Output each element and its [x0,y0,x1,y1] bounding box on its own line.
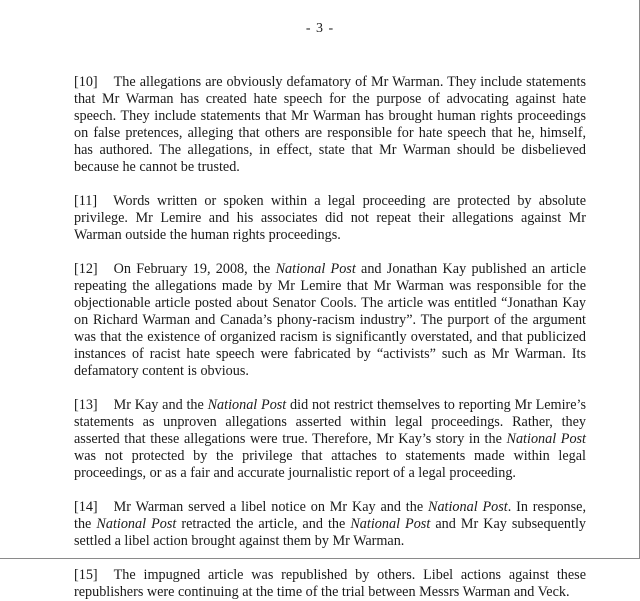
publication-name: National Post [96,516,177,532]
paragraph [74,193,586,244]
page-number: - 3 - [305,21,335,36]
publication-name: National Post [427,499,508,515]
paragraph-text: did not restrict themselves to reporting Mr Lemire’s statements as unproven allegations asserted within legal proceedings. Rather, they asserted that these allegations were true. Therefore, Mr Kay’s story in the [74,397,587,447]
paragraph-number: [11] [74,193,98,209]
publication-name: National Post [275,261,356,277]
paragraph [74,261,586,380]
paragraph-text: was not protected by the privilege that attaches to statements made within legal proceedings, or as a fair and accurate journalistic report of a legal proceeding. [74,448,586,481]
paragraph [74,567,586,601]
paragraph-text: Words written or spoken within a legal proceeding are protected by absolute privilege. Mr Lemire and his associates did not repeat their allegations against Mr Warman outside the human rights proceedings. [74,193,586,243]
paragraph-text: The allegations are obviously defamatory of Mr Warman. They include statements that Mr Warman has created hate speech for the purpose of advocating against hate speech. They include statements that Mr Warman has brought human rights proceedings on false pretences, alleging that others are responsible for hate speech that he, himself, has authored. The allegations, in effect, state that Mr Warman should be disbelieved because he cannot be trusted. [74,74,586,175]
paragraph-text: retracted the article, and the [176,516,351,532]
paragraph-text: Mr Kay and the [113,397,208,413]
paragraph-text: The impugned article was republished by others. Libel actions against these republishers were continuing at the time of the trial between Messrs Warman and Veck. [74,567,586,600]
paragraph-text: On February 19, 2008, the [113,261,276,277]
paragraph-number: [12] [74,261,98,277]
paragraph-number: [15] [74,567,98,583]
document-body [74,74,586,601]
publication-name: National Post [506,431,586,447]
publication-name: National Post [350,516,431,532]
paragraph [74,74,586,176]
paragraph-text: and Mr Kay subsequently settled a libel action brought against them by Mr Warman. [74,516,586,549]
paragraph-text: . In response, the [74,499,586,532]
publication-name: National Post [207,397,287,413]
paragraph-text: and Jonathan Kay published an article repeating the allegations made by Mr Lemire that Mr Warman was responsible for the objectionable article posted about Senator Cools. The article was entitled “Jonathan Kay on Richard Warman and Canada’s phony-racism industry”. The purport of the argument was that the existence of organized racism is significantly overstated, and that publicized instances of racist hate speech were fabricated by “activists” such as Mr Warman. Its defamatory content is obvious. [74,261,587,379]
paragraph-number: [13] [74,397,98,413]
paragraph-text: Mr Warman served a libel notice on Mr Kay and the [113,499,428,515]
paragraph [74,499,586,550]
paragraph-number: [10] [74,74,98,90]
paragraph [74,397,586,482]
paragraph-number: [14] [74,499,98,515]
